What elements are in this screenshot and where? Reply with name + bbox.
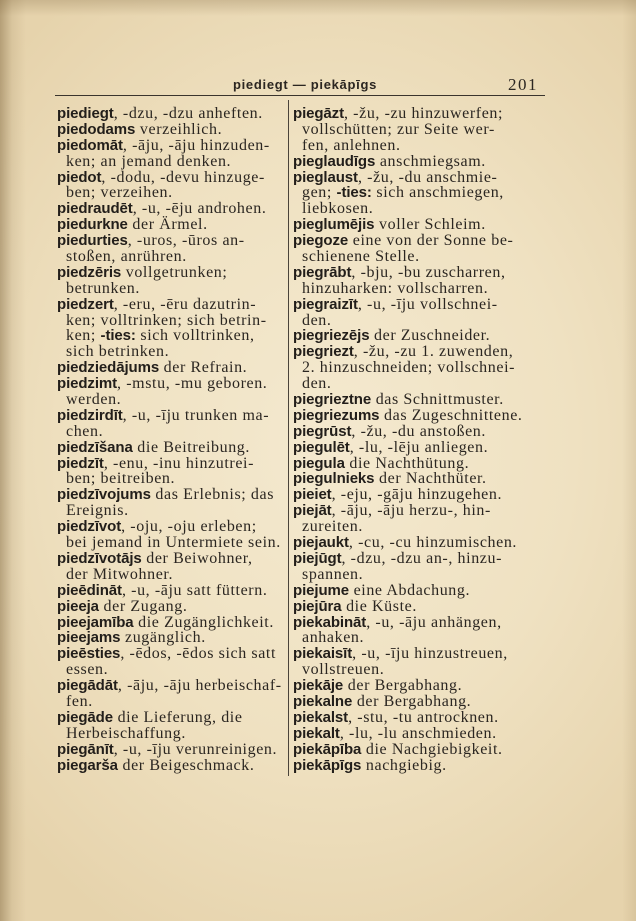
- dictionary-entry: [293, 582, 549, 598]
- entry-line: [57, 264, 285, 280]
- headword: piegarša: [57, 756, 118, 774]
- entry-line: [293, 550, 549, 566]
- entry-line: [57, 169, 285, 185]
- entry-line: [57, 312, 285, 328]
- headword: piedzīvojums: [57, 486, 151, 504]
- entry-line: [57, 296, 285, 312]
- dictionary-entry: [293, 757, 549, 773]
- entry-line: [57, 232, 285, 248]
- entry-line: [293, 391, 549, 407]
- definition-text: , -lu, -lēju anliegen.: [349, 438, 489, 456]
- dictionary-entry: [57, 550, 285, 582]
- dictionary-entry: [57, 232, 285, 264]
- entry-line: [57, 693, 285, 709]
- dictionary-entry: [57, 359, 285, 375]
- entry-line: [57, 502, 285, 518]
- entry-line: [293, 216, 549, 232]
- definition-text: die Lieferung, die: [112, 708, 243, 726]
- entry-line: [57, 184, 285, 200]
- dictionary-entry: [293, 677, 549, 693]
- entry-line: [57, 391, 285, 407]
- headword: piegoze: [293, 232, 349, 250]
- dictionary-entry: [293, 296, 549, 328]
- definition-text: der Beigeschmack.: [117, 756, 255, 774]
- headword: piekāje: [293, 677, 344, 695]
- definition-text: , -u, -īju trunken ma-: [122, 406, 270, 424]
- entry-line: [57, 375, 285, 391]
- entry-line: [57, 645, 285, 661]
- dictionary-entry: [293, 709, 549, 725]
- entry-line: [57, 407, 285, 423]
- definition-text: der Nachthüter.: [374, 470, 487, 488]
- headword: pieejams: [57, 629, 121, 647]
- entry-line: [293, 232, 549, 248]
- definition-text: liebkosen.: [302, 200, 374, 218]
- dictionary-entry: [293, 343, 549, 391]
- dictionary-entry: [293, 725, 549, 741]
- entry-line: [293, 661, 549, 677]
- entry-line: [293, 280, 549, 296]
- dictionary-entry: [293, 486, 549, 502]
- headword: piejaukt: [293, 534, 349, 552]
- reflexive-form: -ties:: [100, 327, 136, 345]
- entry-line: [57, 709, 285, 725]
- definition-text: gen;: [302, 184, 337, 202]
- entry-line: [293, 709, 549, 725]
- headword: piejāt: [293, 502, 332, 520]
- definition-text: , -ēdos, -ēdos sich satt: [120, 645, 277, 663]
- dictionary-entry: [57, 137, 285, 169]
- headword: piedraudēt: [57, 200, 133, 218]
- definition-text: bei jemand in Untermiete sein.: [66, 534, 281, 552]
- headword: piediegt: [57, 105, 114, 122]
- definition-text: , -u, -āju anhängen,: [366, 613, 502, 631]
- definition-text: die Nachgiebigkeit.: [361, 740, 503, 758]
- dictionary-entry: [57, 375, 285, 407]
- definition-text: ken; an jemand denken.: [66, 152, 232, 170]
- headword: piedodams: [57, 120, 136, 138]
- definition-text: , -āju, -āju herzu-, hin-: [331, 502, 491, 520]
- entry-line: [57, 725, 285, 741]
- headword: piegulēt: [293, 438, 350, 456]
- definition-text: , -u, -ēju androhen.: [132, 200, 267, 218]
- headword: piedzēris: [57, 263, 122, 281]
- definition-text: der Beiwohner,: [141, 549, 253, 567]
- definition-text: , -mstu, -mu geboren.: [117, 375, 268, 393]
- dictionary-entry: [293, 534, 549, 550]
- entry-line: [293, 741, 549, 757]
- entry-line: [293, 598, 549, 614]
- headword: piedzīvot: [57, 518, 122, 536]
- definition-text: ben; verzeihen.: [66, 184, 173, 202]
- headword: pieglaudīgs: [293, 152, 376, 170]
- definition-text: betrunken.: [66, 279, 140, 297]
- dictionary-entry: [57, 169, 285, 201]
- dictionary-entry: [57, 439, 285, 455]
- entry-line: [57, 359, 285, 375]
- headword: pieēsties: [57, 645, 121, 663]
- dictionary-entry: [293, 391, 549, 407]
- definition-text: , -u, -īju vollschnei-: [357, 295, 498, 313]
- definition-text: zugänglich.: [120, 629, 206, 647]
- definition-text: eine von der Sonne be-: [348, 232, 514, 250]
- dictionary-entry: [57, 645, 285, 677]
- entry-line: [293, 693, 549, 709]
- dictionary-entry: [293, 598, 549, 614]
- definition-text: die Küste.: [341, 597, 417, 615]
- definition-text: , -eju, -gāju hinzugehen.: [331, 486, 503, 504]
- headword: piegānīt: [57, 740, 114, 758]
- headword: piedurkne: [57, 216, 128, 234]
- headword: piekalst: [293, 708, 349, 726]
- entry-line: [57, 757, 285, 773]
- definition-text: der Zuschneider.: [369, 327, 491, 345]
- entry-line: [293, 486, 549, 502]
- headword: piekabināt: [293, 613, 367, 631]
- entry-line: [293, 343, 549, 359]
- entry-line: [57, 455, 285, 471]
- entry-line: [293, 169, 549, 185]
- headword: pieglumējis: [293, 216, 375, 234]
- definition-text: vollgetrunken;: [121, 263, 228, 281]
- dictionary-entry: [293, 232, 549, 264]
- headword: piegāzt: [293, 105, 344, 122]
- headword: piegraizīt: [293, 295, 358, 313]
- definition-text: sich anschmiegen,: [371, 184, 504, 202]
- headword: pieglaust: [293, 168, 358, 186]
- entry-line: [293, 677, 549, 693]
- definition-text: fen, anlehnen.: [302, 136, 401, 154]
- definition-text: , -dzu, -dzu anheften.: [113, 105, 263, 122]
- headword: piedot: [57, 168, 102, 186]
- headword: piegula: [293, 454, 345, 472]
- dictionary-entry: [57, 741, 285, 757]
- dictionary-entry: [293, 423, 549, 439]
- column-divider: [288, 100, 289, 776]
- entry-line: [57, 486, 285, 502]
- entry-line: [57, 137, 285, 153]
- headword: piegriezt: [293, 343, 354, 361]
- definition-text: 2. hinzuschneiden; vollschnei-: [302, 359, 516, 377]
- definition-text: , -uros, -ūros an-: [127, 232, 245, 250]
- entry-line: [57, 327, 285, 343]
- entry-line: [57, 518, 285, 534]
- dictionary-entry: [293, 169, 549, 217]
- definition-text: vollschütten; zur Seite wer-: [302, 120, 495, 138]
- entry-line: [57, 105, 285, 121]
- right-column: [293, 105, 549, 772]
- entry-line: [293, 614, 549, 630]
- dictionary-entry: [293, 216, 549, 232]
- definition-text: , -eru, -ēru dazutrin-: [113, 295, 257, 313]
- definition-text: , -u, -āju satt füttern.: [121, 581, 268, 599]
- entry-line: [57, 121, 285, 137]
- entry-line: [293, 359, 549, 375]
- definition-text: , -dodu, -devu hinzuge-: [101, 168, 265, 186]
- dictionary-entry: [293, 614, 549, 646]
- definition-text: zureiten.: [302, 518, 363, 536]
- definition-text: werden.: [66, 391, 122, 409]
- entry-line: [293, 470, 549, 486]
- headword: piedzert: [57, 295, 114, 313]
- left-column: [57, 105, 285, 772]
- entry-line: [57, 677, 285, 693]
- definition-text: der Bergabhang.: [352, 692, 472, 710]
- definition-text: sich betrinken.: [66, 343, 170, 361]
- headword: pieejamība: [57, 613, 134, 631]
- entry-line: [293, 423, 549, 439]
- headword: piejume: [293, 581, 349, 599]
- definition-text: , -žu, -zu hinzuwerfen;: [343, 105, 504, 122]
- headword: piedzimt: [57, 375, 118, 393]
- entry-line: [293, 582, 549, 598]
- dictionary-entry: [293, 439, 549, 455]
- definition-text: hinzuharken: vollscharren.: [302, 279, 489, 297]
- header-rule: [55, 95, 545, 96]
- definition-text: , -dzu, -dzu an-, hinzu-: [341, 549, 503, 567]
- definition-text: schienene Stelle.: [302, 248, 420, 266]
- entry-line: [293, 757, 549, 773]
- headword: piegādāt: [57, 677, 118, 695]
- definition-text: ken; volltrinken; sich betrin-: [66, 311, 267, 329]
- definition-text: eine Abdachung.: [348, 581, 471, 599]
- dictionary-entry: [57, 455, 285, 487]
- entry-line: [57, 598, 285, 614]
- definition-text: Herbeischaffung.: [66, 724, 186, 742]
- definition-text: nachgiebig.: [361, 756, 447, 774]
- entry-line: [293, 566, 549, 582]
- dictionary-entry: [57, 264, 285, 296]
- headword: piedzirdīt: [57, 406, 123, 424]
- headword: piejūgt: [293, 549, 342, 567]
- dictionary-entry: [293, 153, 549, 169]
- definition-text: der Refrain.: [159, 359, 248, 377]
- dictionary-entry: [57, 518, 285, 550]
- definition-text: , -stu, -tu antrocknen.: [348, 708, 499, 726]
- headword: piekāpīgs: [293, 756, 362, 774]
- dictionary-entry: [57, 216, 285, 232]
- dictionary-entry: [293, 455, 549, 471]
- entry-line: [57, 661, 285, 677]
- entry-line: [293, 439, 549, 455]
- entry-line: [57, 216, 285, 232]
- entry-line: [293, 264, 549, 280]
- headword: piedomāt: [57, 136, 123, 154]
- entry-line: [293, 105, 549, 121]
- definition-text: der Mitwohner.: [66, 565, 174, 583]
- definition-text: , -āju, -āju hinzuden-: [122, 136, 270, 154]
- entry-line: [293, 121, 549, 137]
- entry-line: [57, 248, 285, 264]
- entry-line: [293, 200, 549, 216]
- definition-text: den.: [302, 375, 332, 393]
- entry-line: [293, 312, 549, 328]
- definition-text: die Zugänglichkeit.: [133, 613, 274, 631]
- definition-text: das Zugeschnittene.: [379, 406, 523, 424]
- headword: piegriezums: [293, 406, 380, 424]
- definition-text: das Schnittmuster.: [371, 391, 504, 409]
- definition-text: ken;: [66, 327, 101, 345]
- entry-line: [57, 582, 285, 598]
- entry-line: [293, 518, 549, 534]
- definition-text: sich volltrinken,: [135, 327, 255, 345]
- dictionary-entry: [57, 614, 285, 630]
- definition-text: essen.: [66, 661, 109, 679]
- entry-line: [293, 725, 549, 741]
- entry-line: [57, 614, 285, 630]
- definition-text: voller Schleim.: [374, 216, 486, 234]
- entry-line: [57, 439, 285, 455]
- definition-text: die Beitreibung.: [132, 438, 250, 456]
- entry-line: [57, 200, 285, 216]
- entry-line: [293, 407, 549, 423]
- definition-text: die Nachthütung.: [344, 454, 470, 472]
- reflexive-form: -ties:: [336, 184, 372, 202]
- headword: piegulnieks: [293, 470, 375, 488]
- headword: piedzīt: [57, 454, 104, 472]
- entry-line: [57, 741, 285, 757]
- definition-text: , -oju, -oju erleben;: [121, 518, 257, 536]
- headword: piedzīšana: [57, 438, 133, 456]
- definition-text: , -u, -īju hinzustreuen,: [352, 645, 508, 663]
- entry-line: [293, 248, 549, 264]
- definition-text: der Zugang.: [98, 597, 188, 615]
- headword: piegāde: [57, 708, 113, 726]
- dictionary-entry: [293, 741, 549, 757]
- definition-text: , -u, -īju verunreinigen.: [113, 740, 278, 758]
- dictionary-entry: [57, 121, 285, 137]
- dictionary-entry: [293, 407, 549, 423]
- dictionary-entry: [57, 296, 285, 360]
- dictionary-entry: [57, 709, 285, 741]
- entry-line: [293, 629, 549, 645]
- definition-text: das Erlebnis; das: [150, 486, 275, 504]
- definition-text: , -žu, -zu 1. zuwenden,: [353, 343, 514, 361]
- dictionary-entry: [293, 645, 549, 677]
- entry-line: [293, 645, 549, 661]
- entry-line: [57, 470, 285, 486]
- definition-text: anhaken.: [302, 629, 365, 647]
- entry-line: [57, 280, 285, 296]
- entry-line: [57, 534, 285, 550]
- entry-line: [293, 184, 549, 200]
- headword: piejūra: [293, 597, 342, 615]
- headword: piedurties: [57, 232, 128, 250]
- headword: piegriezējs: [293, 327, 370, 345]
- definition-text: fen.: [66, 692, 93, 710]
- definition-text: den.: [302, 311, 332, 329]
- definition-text: anschmiegsam.: [375, 152, 486, 170]
- page-number: 201: [508, 75, 538, 94]
- definition-text: , -žu, -du anstoßen.: [351, 422, 487, 440]
- entry-line: [293, 534, 549, 550]
- headword: pieiet: [293, 486, 332, 504]
- dictionary-entry: [293, 105, 549, 153]
- headword: piedziedājums: [57, 359, 160, 377]
- dictionary-entry: [57, 677, 285, 709]
- definition-text: der Bergabhang.: [343, 677, 463, 695]
- definition-text: der Ärmel.: [127, 216, 208, 234]
- entry-line: [57, 629, 285, 645]
- headword: piegrābt: [293, 263, 352, 281]
- headword: piekaisīt: [293, 645, 353, 663]
- definition-text: , -lu, -lu anschmieden.: [339, 724, 497, 742]
- definition-text: Ereignis.: [66, 502, 129, 520]
- definition-text: ben; beitreiben.: [66, 470, 176, 488]
- dictionary-entry: [57, 598, 285, 614]
- dictionary-entry: [293, 327, 549, 343]
- entry-line: [293, 153, 549, 169]
- entry-line: [293, 375, 549, 391]
- headword: piegrūst: [293, 422, 352, 440]
- dictionary-entry: [57, 629, 285, 645]
- definition-text: , -cu, -cu hinzumischen.: [348, 534, 518, 552]
- entry-line: [293, 327, 549, 343]
- dictionary-entry: [57, 407, 285, 439]
- headword: piedzīvotājs: [57, 549, 142, 567]
- headword: piekalt: [293, 724, 340, 742]
- dictionary-entry: [57, 200, 285, 216]
- entry-line: [57, 566, 285, 582]
- entry-line: [57, 343, 285, 359]
- definition-text: verzeihlich.: [135, 120, 223, 138]
- dictionary-entry: [57, 486, 285, 518]
- dictionary-entry: [57, 582, 285, 598]
- entry-line: [293, 137, 549, 153]
- headword: piegrieztne: [293, 391, 372, 409]
- dictionary-entry: [57, 105, 285, 121]
- dictionary-entry: [57, 757, 285, 773]
- dictionary-entry: [293, 693, 549, 709]
- headword: pieēdināt: [57, 581, 122, 599]
- entry-line: [293, 296, 549, 312]
- headword: piekāpība: [293, 740, 362, 758]
- dictionary-entry: [293, 502, 549, 534]
- definition-text: vollstreuen.: [302, 661, 385, 679]
- headword: pieeja: [57, 597, 99, 615]
- entry-line: [293, 455, 549, 471]
- definition-text: , -žu, -du anschmie-: [357, 168, 498, 186]
- definition-text: , -enu, -inu hinzutrei-: [103, 454, 255, 472]
- definition-text: stoßen, anrühren.: [66, 248, 187, 266]
- entry-line: [293, 502, 549, 518]
- definition-text: , -āju, -āju herbeischaf-: [117, 677, 282, 695]
- definition-text: spannen.: [302, 565, 364, 583]
- definition-text: chen.: [66, 422, 104, 440]
- dictionary-entry: [293, 550, 549, 582]
- definition-text: , -bju, -bu zuscharren,: [351, 263, 506, 281]
- entry-line: [57, 423, 285, 439]
- running-head: piediegt — piekāpīgs: [232, 77, 378, 92]
- entry-line: [57, 153, 285, 169]
- headword: piekalne: [293, 692, 353, 710]
- dictionary-entry: [293, 264, 549, 296]
- entry-line: [57, 550, 285, 566]
- dictionary-entry: [293, 470, 549, 486]
